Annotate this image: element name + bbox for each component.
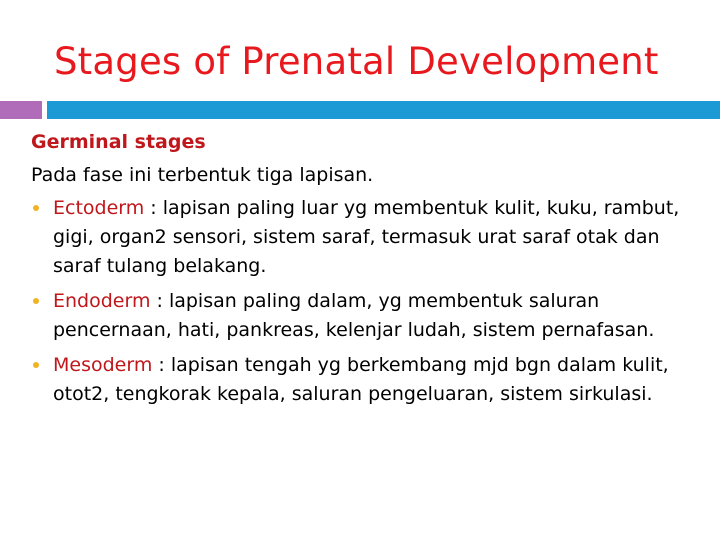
section-heading: Germinal stages (31, 131, 206, 153)
intro-text: Pada fase ini terbentuk tiga lapisan. (31, 164, 374, 186)
slide-title: Stages of Prenatal Development (54, 40, 659, 83)
title-rule-accent (0, 101, 42, 119)
item-term: Endoderm (53, 290, 151, 312)
list-item (31, 351, 707, 409)
item-term: Ectoderm (53, 197, 145, 219)
list-item (31, 287, 707, 345)
item-description: : lapisan paling luar yg membentuk kulit, kuku, rambut, gigi, organ2 sensori, sistem saraf, termasuk urat saraf otak dan saraf tulang belakang. (53, 197, 680, 277)
bullet-icon (33, 205, 39, 211)
bullet-icon (33, 298, 39, 304)
item-term: Mesoderm (53, 354, 153, 376)
bullet-list (31, 194, 707, 409)
slide-body (31, 128, 707, 415)
item-description: : lapisan paling dalam, yg membentuk saluran pencernaan, hati, pankreas, kelenjar ludah, sistem pernafasan. (53, 290, 655, 341)
bullet-icon (33, 362, 39, 368)
list-item (31, 194, 707, 281)
title-rule-bar (47, 101, 720, 119)
item-description: : lapisan tengah yg berkembang mjd bgn dalam kulit, otot2, tengkorak kepala, saluran pengeluaran, sistem sirkulasi. (53, 354, 669, 405)
